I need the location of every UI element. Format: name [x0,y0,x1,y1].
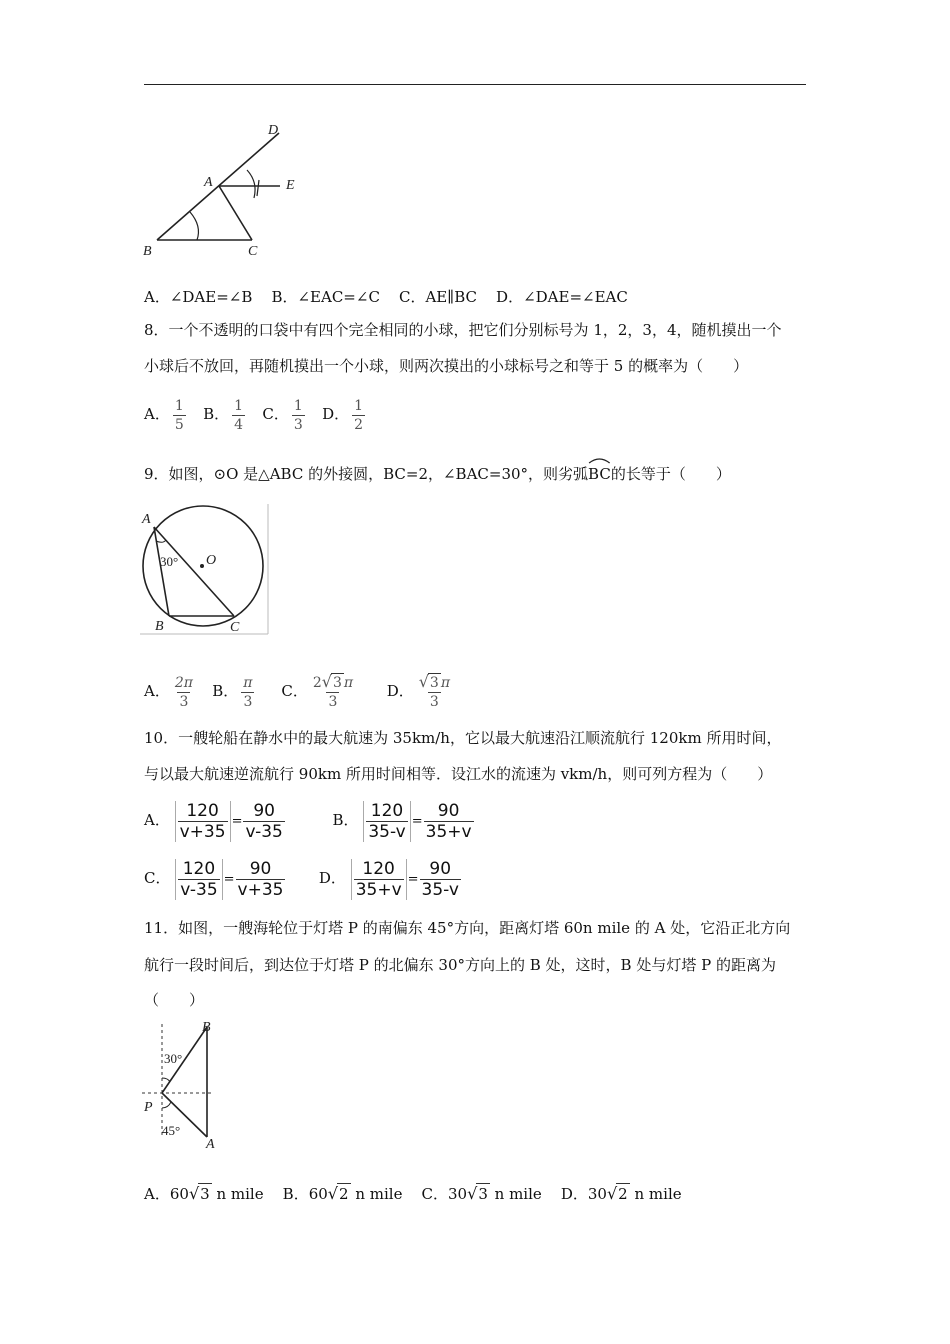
q8-options [144,393,368,434]
q9-option-b: B． $\frac{\pi}{3}$ [212,674,253,710]
q10-options-row-1 [144,798,474,844]
q9-options [144,670,455,711]
q7-figure [140,118,310,263]
q8-option-d: D． $\frac{1}{2}$ [322,397,364,433]
q7-label-a: A [204,175,213,190]
q7-label-b: B [143,244,152,259]
sqrt-icon: √ [327,1183,338,1203]
q11-label-30deg: 30° [164,1051,183,1066]
q8-line-1: 8．一个不透明的口袋中有四个完全相同的小球，把它们分别标号为 1，2，3，4，随机摸出一个 [144,321,782,339]
q10-line-2: 与以最大航速逆流航行 90km 所用时间相等．设江水的流速为 vkm/h，则可列方程为（ ） [144,765,773,783]
q11-option-a: A．60√3 n mile [144,1183,264,1203]
sqrt-icon: √ [606,1183,618,1203]
q7-options [144,286,628,307]
q9-label-angle: 30° [160,554,179,569]
q7-label-d: D [268,123,279,138]
q9-option-d: D． $\frac{√3 \pi}{3}$ [386,672,451,710]
q9-option-c: C． $\frac{2√3 \pi}{3}$ [281,672,354,710]
sqrt-icon: √ [321,672,332,691]
q11-label-p: P [144,1100,153,1115]
q7-label-c: C [248,244,258,259]
q11-options [144,1182,682,1204]
q9-label-a: A [142,512,151,527]
q10-option-b: B． 120 35-v = $\frac{90}{35+v}$ [332,800,472,842]
q10-line-1: 10．一艘轮船在静水中的最大航速为 35km/h，它以最大航速沿江顺流航行 120km 所用时间， [144,729,782,747]
q9-stem: 9．如图，⊙O 是△ABC 的外接圆，BC=2，∠BAC=30°，则劣弧 BC的长等于（ ） [144,462,731,484]
sqrt-icon: √ [418,672,429,691]
q8-option-a: A． $\frac{1}{5}$ [144,397,184,433]
q10-options-row-2 [144,856,461,902]
q10-option-c: C． 120 v-35 = $\frac{90}{v+35}$ [144,858,284,900]
arc-mark-icon [588,456,611,464]
q11-option-c: C．30√3 n mile [421,1183,542,1203]
q11-line-2: 航行一段时间后，到达位于灯塔 P 的北偏东 30°方向上的 B 处，这时，B 处与灯塔 P 的距离为 [144,956,776,974]
q11-label-b: B [202,1020,211,1035]
q11-label-45deg: 45° [162,1123,181,1138]
q8-option-b: B． $\frac{1}{4}$ [203,397,244,433]
q9-label-o: O [206,553,217,568]
sqrt-icon: √ [467,1183,478,1203]
q11-option-b: B．60√2 n mile [282,1183,403,1203]
q8-option-c: C． $\frac{1}{3}$ [262,397,303,433]
header-rule [144,84,806,85]
sqrt-icon: √ [188,1183,200,1203]
q11-line-1: 11．如图，一艘海轮位于灯塔 P 的南偏东 45°方向，距离灯塔 60n mile 的 A 处，它沿正北方向 [144,919,791,937]
q10-option-d: D． 120 35+v = $\frac{90}{35-v}$ [318,858,459,900]
q11-figure [140,1016,230,1152]
q10-option-a: A． 120 v+35 = $\frac{90}{v-35}$ [144,800,283,842]
q7-option-a: A．∠DAE=∠B [144,288,253,306]
q7-option-b: B．∠EAC=∠C [271,288,380,306]
q9-label-c: C [230,620,240,635]
q9-arc-bc: BC [588,462,611,484]
q9-label-b: B [155,619,164,634]
q9-figure [140,504,270,638]
q7-option-c: C．AE∥BC [399,288,477,306]
q11-option-d: D．30√2 n mile [560,1183,682,1203]
q7-label-e: E [286,178,295,193]
q9-option-a: A． $\frac{2\pi}{3}$ [144,674,193,710]
q8-line-2: 小球后不放回，再随机摸出一个小球，则两次摸出的小球标号之和等于 5 的概率为（ ） [144,357,749,375]
q7-option-d: D．∠DAE=∠EAC [496,288,628,306]
q11-line-3: （ ） [144,991,205,1009]
q11-label-a: A [206,1137,215,1152]
